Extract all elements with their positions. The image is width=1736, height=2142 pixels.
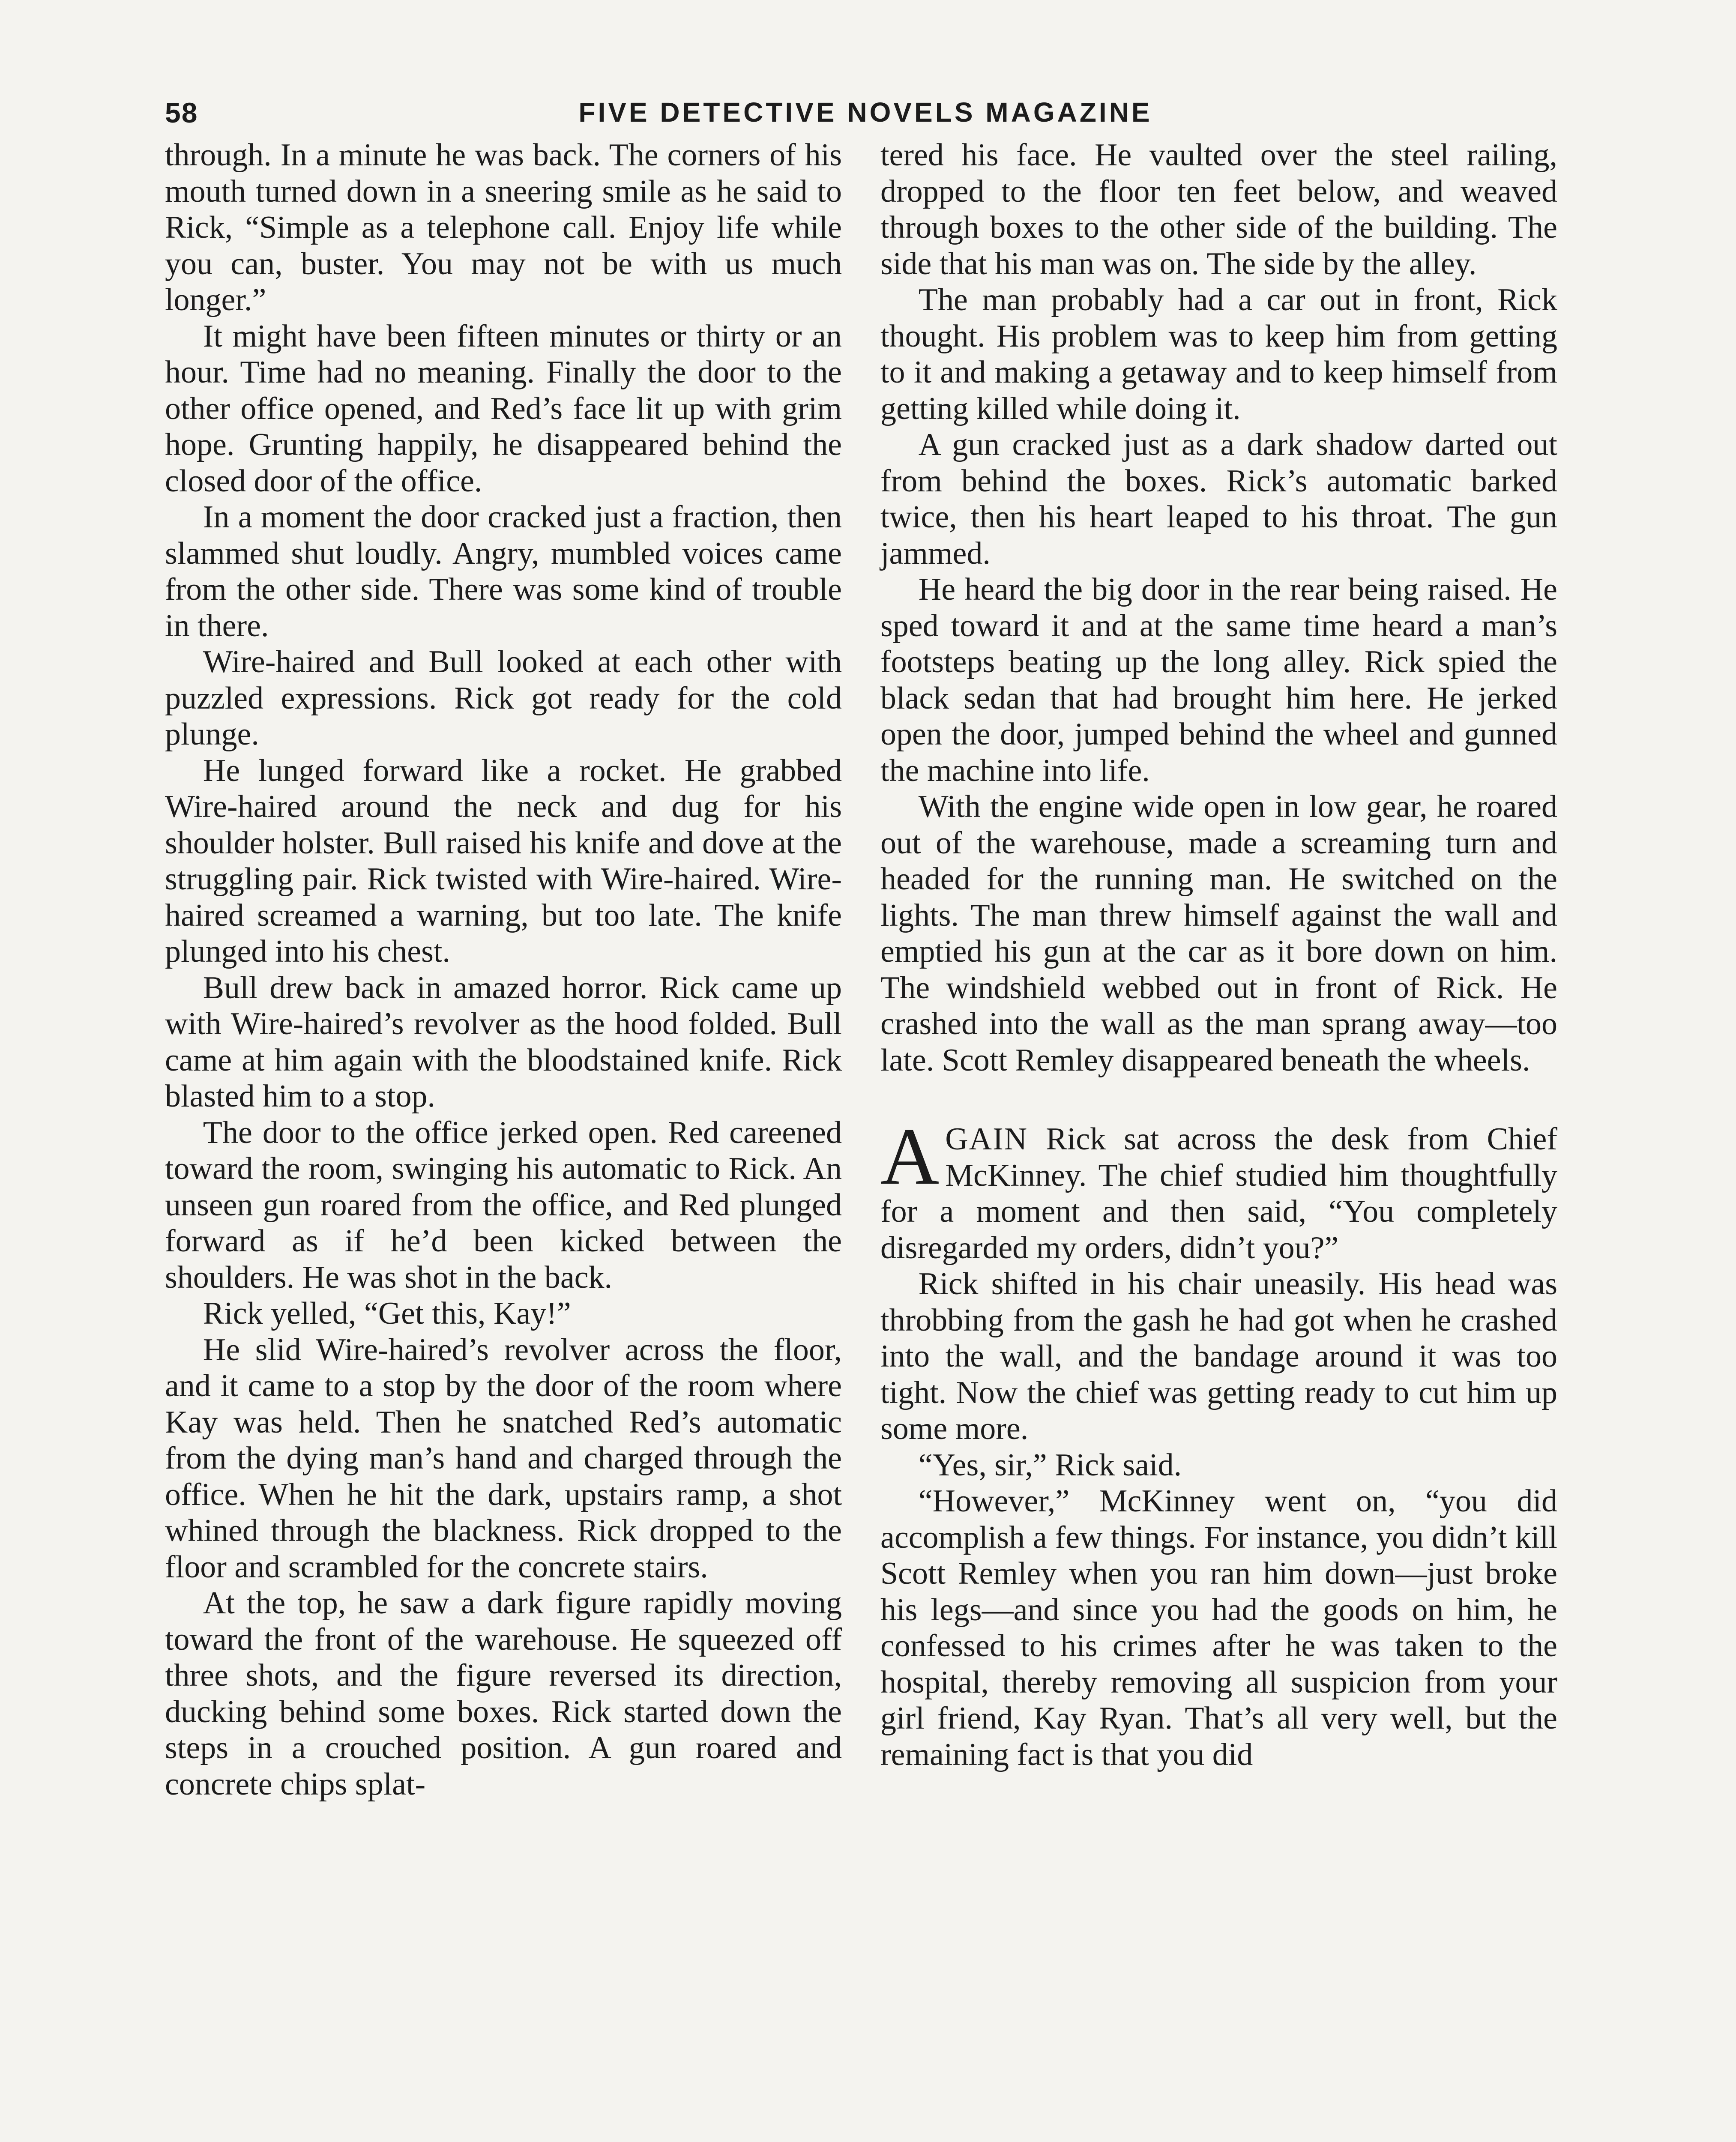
paragraph: He heard the big door in the rear being raised. He sped toward it and at the same time heard a man’s footsteps beating up the long alley. Rick spied the black sedan that had brought him here. He jerked open the door, jumped behind the wheel and gunned the machine into life. <box>880 572 1557 788</box>
page-header <box>165 96 1566 131</box>
paragraph: Rick shifted in his chair uneasily. His head was throbbing from the gash he had got when he crashed into the wall, and the bandage around it was too tight. Now the chief was getting ready to cut him up some more. <box>880 1266 1557 1446</box>
paragraph: With the engine wide open in low gear, he roared out of the warehouse, made a screaming turn and headed for the running man. He switched on the lights. The man threw himself against the wall and emptied his gun at the car as it bore down on him. The windshield webbed out in front of Rick. He crashed into the wall as the man sprang away—too late. Scott Remley disappeared beneath the wheels. <box>880 789 1557 1078</box>
paragraph: A gun cracked just as a dark shadow darted out from behind the boxes. Rick’s automatic barked twice, then his heart leaped to his throat. The gun jammed. <box>880 427 1557 571</box>
lead-in-word: GAIN <box>945 1122 1028 1157</box>
paragraph: “However,” McKinney went on, “you did accomplish a few things. For instance, you didn’t kill Scott Remley when you ran him down—just broke his legs—and since you had the goods on him, he confessed to his crimes after he was taken to the hospital, thereby removing all suspicion from your girl friend, Kay Ryan. That’s all very well, but the remaining fact is that you did <box>880 1484 1557 1772</box>
left-column <box>165 137 842 1802</box>
paragraph: At the top, he saw a dark figure rapidly moving toward the front of the warehouse. He squeezed off three shots, and the figure reversed its direction, ducking behind some boxes. Rick started down the steps in a crouched position. A gun roared and concrete chips splat- <box>165 1586 842 1802</box>
paragraph: The man probably had a car out in front, Rick thought. His problem was to keep him from getting to it and making a getaway and to keep himself from getting killed while doing it. <box>880 282 1557 426</box>
paragraph: through. In a minute he was back. The corners of his mouth turned down in a sneering smile as he said to Rick, “Simple as a telephone call. Enjoy life while you can, buster. You may not be with us much longer.” <box>165 138 842 317</box>
page-number: 58 <box>165 97 198 129</box>
paragraph: The door to the office jerked open. Red careened toward the room, swinging his automatic to Rick. An unseen gun roared from the office, and Red plunged forward as if he’d been kicked between the shoulders. He was shot in the back. <box>165 1115 842 1295</box>
paragraph-text: Rick sat across the desk from Chief McKinney. The chief studied him thoughtfully for a moment and then said, “You completely disregarded my orders, didn’t you?” <box>880 1122 1557 1265</box>
paragraph: Wire-haired and Bull looked at each other with puzzled expressions. Rick got ready for the cold plunge. <box>165 644 842 752</box>
paragraph: Rick yelled, “Get this, Kay!” <box>203 1296 571 1331</box>
paragraph: “Yes, sir,” Rick said. <box>918 1447 1182 1483</box>
section-opening-paragraph <box>880 1112 1557 1266</box>
paragraph: He lunged forward like a rocket. He grabbed Wire-haired around the neck and dug for his shoulder holster. Bull raised his knife and dove at the struggling pair. Rick twisted with Wire-haired. Wire-haired screamed a warning, but too late. The knife plunged into his chest. <box>165 753 842 969</box>
paragraph: It might have been fifteen minutes or thirty or an hour. Time had no meaning. Finally the door to the other office opened, and Red’s face lit up with grim hope. Grunting happily, he disappeared behind the closed door of the office. <box>165 318 842 499</box>
paragraph: He slid Wire-haired’s revolver across the floor, and it came to a stop by the door of the room where Kay was held. Then he snatched Red’s automatic from the dying man’s hand and charged through the office. When he hit the dark, upstairs ramp, a shot whined through the blackness. Rick dropped to the floor and scrambled for the concrete stairs. <box>165 1332 842 1585</box>
right-column <box>880 137 1557 1773</box>
running-title: FIVE DETECTIVE NOVELS MAGAZINE <box>578 97 1152 128</box>
paragraph: tered his face. He vaulted over the steel railing, dropped to the floor ten feet below, and weaved through boxes to the other side of the building. The side that his man was on. The side by the alley. <box>880 138 1557 281</box>
paragraph: In a moment the door cracked just a fraction, then slammed shut loudly. Angry, mumbled voices came from the other side. There was some kind of trouble in there. <box>165 500 842 643</box>
paragraph: Bull drew back in amazed horror. Rick came up with Wire-haired’s revolver as the hood folded. Bull came at him again with the bloodstained knife. Rick blasted him to a stop. <box>165 970 842 1114</box>
drop-cap: A <box>880 1112 940 1202</box>
